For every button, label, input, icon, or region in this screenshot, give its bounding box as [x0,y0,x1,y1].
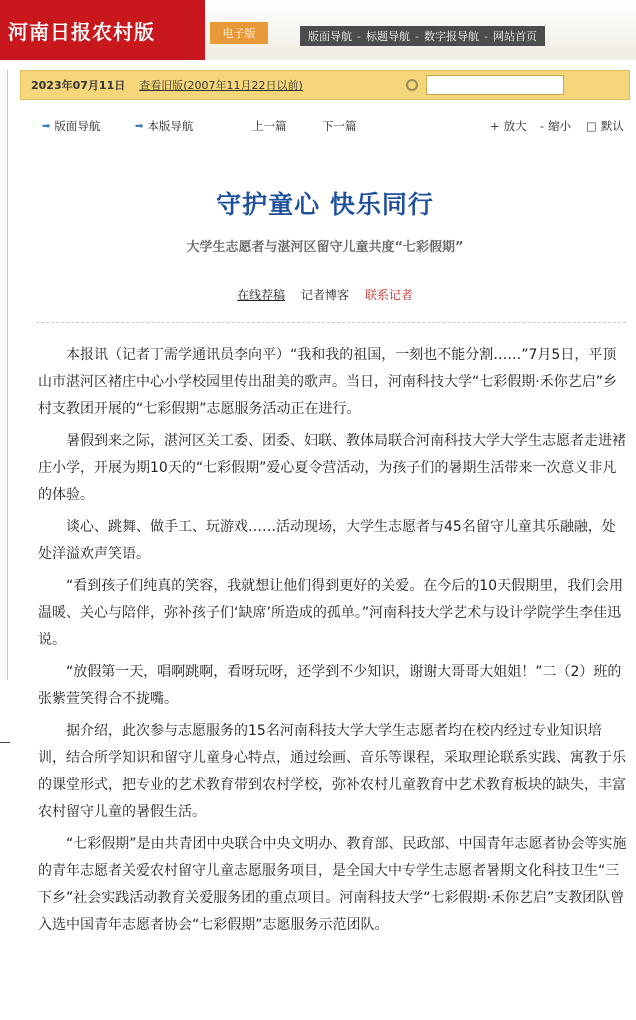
edition-tag: 电子版 [210,22,268,44]
top-nav [300,26,545,46]
layout-nav-label: 版面导航 [54,119,101,133]
article-paragraph: 据介绍，此次参与志愿服务的15名河南科技大学大学生志愿者均在校内经过专业知识培训，结合所学知识和留守儿童身心特点，通过绘画、音乐等课程，采取理论联系实践、寓教于乐的课堂形式，把专业的艺术教育带到农村学校，弥补农村儿童教育中艺术教育板块的缺失，丰富农村留守儿童的暑假生活。 [38,723,626,820]
article-body [38,342,628,944]
article-paragraph: 本报讯（记者丁需学通讯员李向平）“我和我的祖国，一刻也不能分割……”7月5日，平顶山市湛河区褚庄中心小学校园里传出甜美的歌声。当日，河南科技大学“七彩假期·禾你艺启”乡村支教团开展的“七彩假期”志愿服务活动正在进行。 [38,347,617,417]
arrow-right-icon: ➡ [135,120,144,132]
contact-reporter-link[interactable]: 联系记者 [364,288,413,302]
old-version-link[interactable]: 查看旧版(2007年11月22日以前) [139,79,303,92]
divider [36,322,626,323]
article-toolbar [20,112,630,140]
top-nav-layout[interactable]: 版面导航 [308,30,352,43]
article-subtitle: 大学生志愿者与湛河区留守儿童共度“七彩假期” [186,240,464,255]
top-nav-digital[interactable]: 数字报导航 [423,30,479,43]
article-paragraph: “七彩假期”是由共青团中央联合中央文明办、教育部、民政部、中国青年志愿者协会等实施的青年志愿者关爱农村留守儿童志愿服务项目，是全国大中专学生志愿者暑期文化科技卫生“三下乡”社会实践活动教育关爱服务团的重点项目。河南科技大学“七彩假期·禾你艺启”支教团队曾入选中国青年志愿者协会“七彩假期”志愿服务示范团队。 [38,836,627,933]
arrow-right-icon: ➡ [42,120,51,132]
top-nav-titles[interactable]: 标题导航 [365,30,410,43]
page-nav-button[interactable] [135,118,193,134]
square-icon: □ [586,119,597,133]
article-title: 守护童心 快乐同行 [216,190,434,219]
zoom-out-button[interactable] [540,118,571,134]
sidebar-marker [0,742,10,743]
default-size-button[interactable] [586,118,624,134]
article-meta [20,286,630,303]
article-paragraph: 暑假到来之际，湛河区关工委、团委、妇联、教体局联合河南科技大学大学生志愿者走进褚庄小学，开展为期10天的“七彩假期”爱心夏令营活动，为孩子们的暑期生活带来一次意义非凡的体验。 [38,433,626,503]
zoom-out-label: 缩小 [548,119,572,133]
next-article-link[interactable]: 下一篇 [322,119,357,133]
prev-article-link[interactable]: 上一篇 [252,119,287,133]
minus-icon: - [540,119,545,133]
article-paragraph: 谈心、跳舞、做手工、玩游戏……活动现场，大学生志愿者与45名留守儿童其乐融融，处处洋溢欢声笑语。 [38,519,616,562]
page-nav-label: 本版导航 [147,119,194,133]
article-paragraph: “看到孩子们纯真的笑容，我就想让他们得到更好的关爱。在今后的10天假期里，我们会用温暖、关心与陪伴，弥补孩子们‘缺席’所造成的孤单。”河南科技大学艺术与设计学院学生李佳迅说。 [38,578,624,648]
nav-separator: - [414,29,419,43]
layout-nav-button[interactable] [42,118,100,134]
issue-date: 2023年07月11日 [31,79,126,92]
top-nav-home[interactable]: 网站首页 [492,30,537,43]
sidebar-edge [0,70,8,680]
default-size-label: 默认 [600,119,624,133]
reporter-blog-link[interactable]: 记者博客 [300,288,349,302]
zoom-in-label: 放大 [503,119,527,133]
date-bar [20,70,630,100]
nav-separator: - [357,29,361,43]
zoom-in-button[interactable] [490,118,527,134]
plus-icon: + [490,119,500,133]
nav-separator: - [483,29,488,43]
site-logo[interactable]: 河南日报农村版 [0,0,205,60]
article-paragraph: “放假第一天，唱啊跳啊，看呀玩呀，还学到不少知识，谢谢大哥哥大姐姐！”二（2）班的张紫萱笑得合不拢嘴。 [38,664,622,707]
search-input[interactable] [426,75,564,95]
search-icon[interactable] [406,79,418,91]
header-banner [0,0,636,60]
recommend-link[interactable]: 在线荐稿 [237,288,286,302]
